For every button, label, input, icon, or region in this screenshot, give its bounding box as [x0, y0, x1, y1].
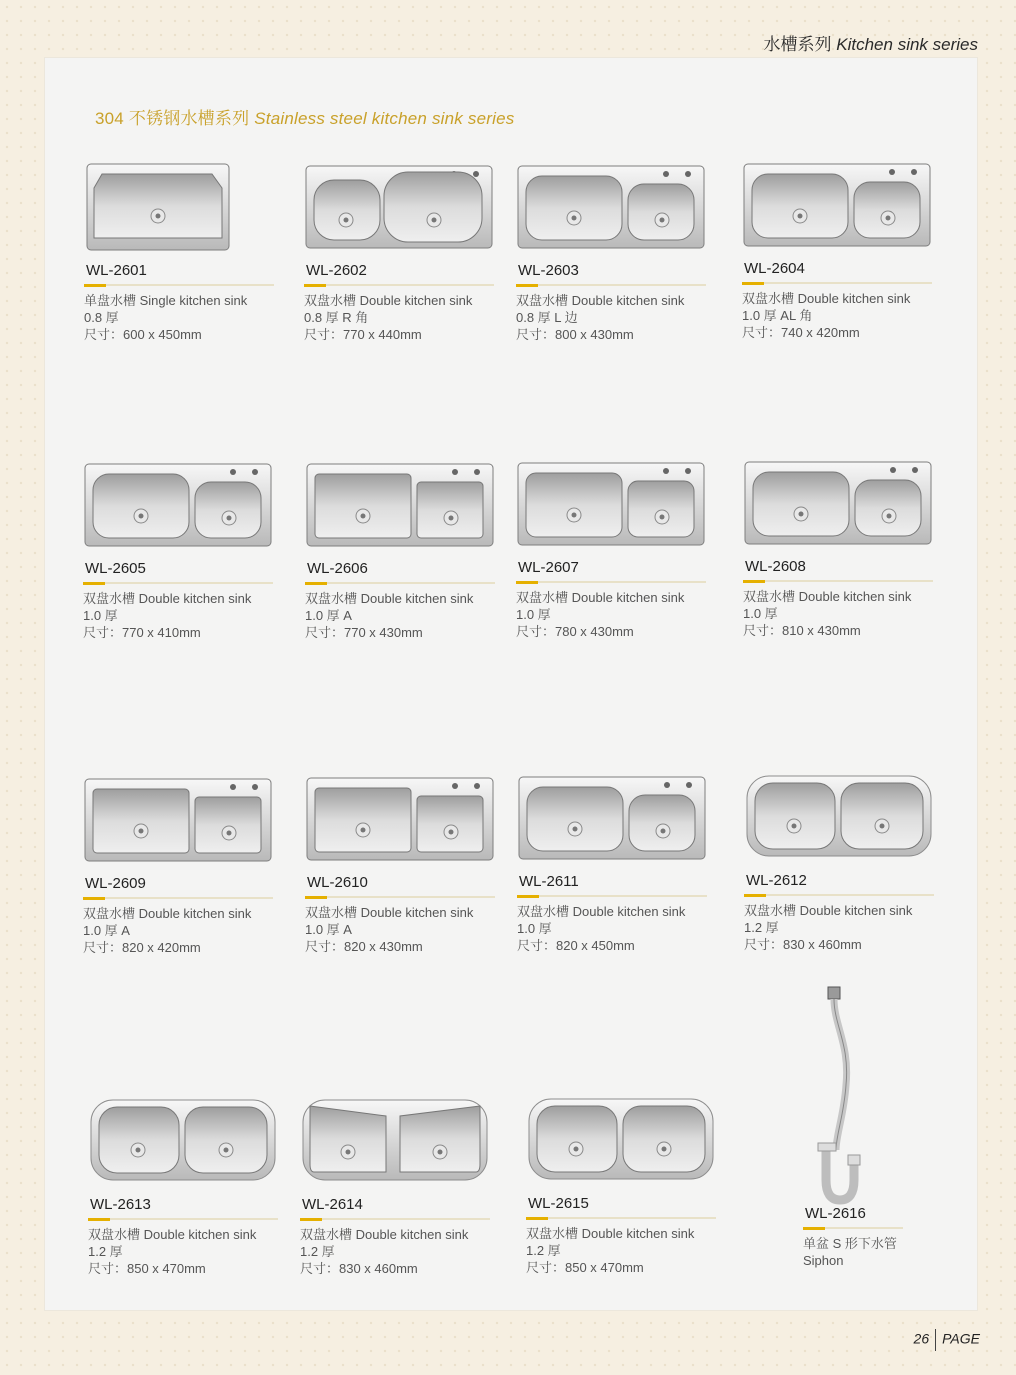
product-description: 单盘水槽 Single kitchen sink	[84, 293, 248, 308]
product-spec: 0.8 厚 R 角	[304, 310, 369, 325]
sink-image	[88, 1094, 278, 1186]
product-card	[742, 158, 942, 341]
product-description: 双盘水槽 Double kitchen sink	[300, 1227, 469, 1242]
product-size: 尺寸：850 x 470mm	[88, 1261, 206, 1276]
product-code: WL-2612	[746, 872, 807, 889]
product-card	[516, 160, 716, 343]
accent-rule	[83, 582, 273, 584]
sink-image	[300, 1094, 490, 1186]
product-code: WL-2605	[85, 560, 146, 577]
page-footer	[914, 1329, 980, 1351]
product-description: 双盘水槽 Double kitchen sink	[516, 590, 685, 605]
accent-rule	[517, 895, 707, 897]
product-size: 尺寸：830 x 460mm	[744, 937, 862, 952]
product-size: 尺寸：740 x 420mm	[742, 325, 860, 340]
product-code: WL-2606	[307, 560, 368, 577]
product-code: WL-2603	[518, 262, 579, 279]
product-card	[84, 160, 284, 343]
product-spec: 1.0 厚 AL 角	[742, 308, 813, 323]
product-card	[744, 770, 944, 953]
product-description: 双盘水槽 Double kitchen sink	[88, 1227, 257, 1242]
sink-image	[526, 1093, 716, 1185]
product-size: 尺寸：770 x 430mm	[305, 625, 423, 640]
product-spec: 1.0 厚	[516, 607, 551, 622]
sink-image	[304, 160, 494, 252]
sink-image	[305, 772, 495, 864]
product-spec: 1.0 厚 A	[305, 608, 352, 623]
sink-image	[516, 457, 706, 549]
product-size: 尺寸：800 x 430mm	[516, 327, 634, 342]
accent-rule	[516, 581, 706, 583]
product-spec: 0.8 厚 L 边	[516, 310, 578, 325]
sink-image	[742, 158, 932, 250]
product-size: 尺寸：780 x 430mm	[516, 624, 634, 639]
sink-image	[743, 456, 933, 548]
product-size: 尺寸：850 x 470mm	[526, 1260, 644, 1275]
product-spec: 1.2 厚	[88, 1244, 123, 1259]
header-cn: 水槽系列	[763, 35, 832, 54]
product-card	[305, 772, 505, 955]
product-card-siphon	[803, 1195, 1003, 1269]
product-card	[517, 771, 717, 954]
accent-rule	[743, 580, 933, 582]
product-description: 双盘水槽 Double kitchen sink	[516, 293, 685, 308]
footer-divider	[935, 1329, 936, 1351]
accent-rule	[742, 282, 932, 284]
product-code: WL-2615	[528, 1195, 589, 1212]
accent-rule	[304, 284, 494, 286]
product-code: WL-2614	[302, 1196, 363, 1213]
product-size: 尺寸：820 x 450mm	[517, 938, 635, 953]
product-description: 双盘水槽 Double kitchen sink	[526, 1226, 695, 1241]
accent-rule	[83, 897, 273, 899]
product-description: 双盘水槽 Double kitchen sink	[305, 905, 474, 920]
product-code: WL-2608	[745, 558, 806, 575]
product-description: 双盘水槽 Double kitchen sink	[517, 904, 686, 919]
product-code: WL-2604	[744, 260, 805, 277]
accent-rule	[300, 1218, 490, 1220]
accent-rule	[526, 1217, 716, 1219]
sink-image	[305, 458, 495, 550]
product-description: 双盘水槽 Double kitchen sink	[743, 589, 912, 604]
product-card	[305, 458, 505, 641]
product-description: 双盘水槽 Double kitchen sink	[742, 291, 911, 306]
product-description: 单盆 S 形下水管	[803, 1236, 897, 1251]
sink-image	[83, 458, 273, 550]
product-size: 尺寸：600 x 450mm	[84, 327, 202, 342]
product-card	[526, 1093, 726, 1276]
accent-rule	[516, 284, 706, 286]
accent-rule	[84, 284, 274, 286]
product-spec: 1.0 厚	[517, 921, 552, 936]
product-size: 尺寸：770 x 440mm	[304, 327, 422, 342]
series-title-cn: 304 不锈钢水槽系列	[95, 109, 250, 128]
sink-image	[517, 771, 707, 863]
product-spec: 1.2 厚	[526, 1243, 561, 1258]
product-code: WL-2601	[86, 262, 147, 279]
accent-rule	[305, 582, 495, 584]
product-code: WL-2602	[306, 262, 367, 279]
product-description: 双盘水槽 Double kitchen sink	[83, 591, 252, 606]
accent-rule	[803, 1227, 903, 1229]
accent-rule	[744, 894, 934, 896]
product-spec: 1.0 厚 A	[83, 923, 130, 938]
product-card	[83, 458, 283, 641]
product-code: WL-2609	[85, 875, 146, 892]
product-card	[300, 1094, 500, 1277]
product-card	[516, 457, 716, 640]
sink-image	[83, 773, 273, 865]
product-card	[83, 773, 283, 956]
accent-rule	[305, 896, 495, 898]
product-code: WL-2613	[90, 1196, 151, 1213]
siphon-image	[800, 985, 870, 1215]
product-description: 双盘水槽 Double kitchen sink	[83, 906, 252, 921]
product-spec: 1.0 厚 A	[305, 922, 352, 937]
product-spec: 1.0 厚	[83, 608, 118, 623]
series-title-en: Stainless steel kitchen sink series	[254, 109, 515, 128]
product-size: 尺寸：810 x 430mm	[743, 623, 861, 638]
sink-image	[516, 160, 706, 252]
product-spec: 0.8 厚	[84, 310, 119, 325]
product-code: WL-2610	[307, 874, 368, 891]
product-spec: 1.0 厚	[743, 606, 778, 621]
product-size: 尺寸：820 x 430mm	[305, 939, 423, 954]
sink-image	[744, 770, 934, 862]
header-en: Kitchen sink series	[836, 35, 978, 54]
product-card	[88, 1094, 288, 1277]
page-number: 26	[913, 1330, 930, 1347]
product-size: 尺寸：820 x 420mm	[83, 940, 201, 955]
product-description: 双盘水槽 Double kitchen sink	[305, 591, 474, 606]
sink-image	[84, 160, 274, 252]
product-code: WL-2607	[518, 559, 579, 576]
product-code: WL-2611	[519, 873, 579, 890]
series-title	[95, 104, 514, 129]
product-card	[743, 456, 943, 639]
product-card	[304, 160, 504, 343]
product-spec: 1.2 厚	[744, 920, 779, 935]
product-description: 双盘水槽 Double kitchen sink	[304, 293, 473, 308]
product-spec: 1.2 厚	[300, 1244, 335, 1259]
page-label: PAGE	[942, 1330, 980, 1347]
catalog-header	[764, 30, 978, 55]
product-description: 双盘水槽 Double kitchen sink	[744, 903, 913, 918]
product-code: WL-2616	[805, 1205, 866, 1222]
product-size: 尺寸：830 x 460mm	[300, 1261, 418, 1276]
product-spec: Siphon	[803, 1253, 844, 1268]
product-size: 尺寸：770 x 410mm	[83, 625, 201, 640]
accent-rule	[88, 1218, 278, 1220]
